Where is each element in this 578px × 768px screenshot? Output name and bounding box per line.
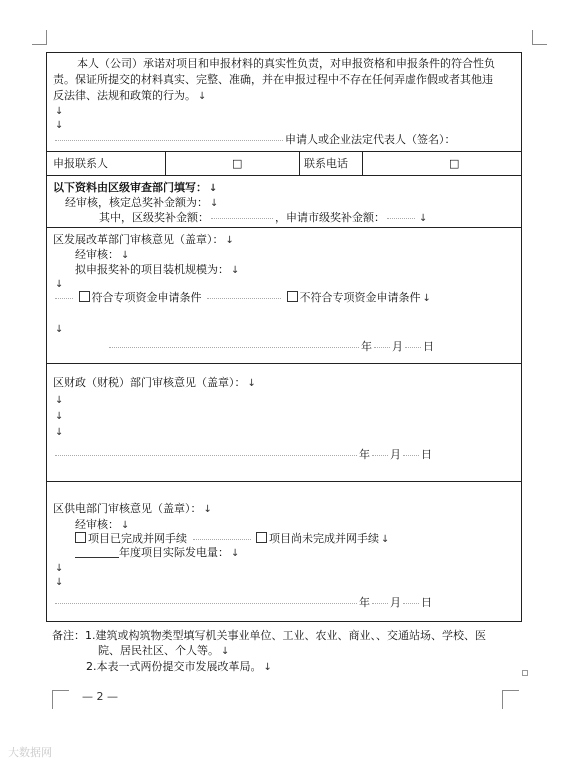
paragraph-mark: ↓ [55, 411, 64, 422]
dev-reform-verified: 经审核： ↓ [75, 248, 130, 261]
finance-heading: 区财政（财税）部门审核意见（盖章）： ↓ [53, 376, 256, 389]
capacity-line: 拟申报奖补的项目装机规模为： ↓ [75, 263, 240, 276]
phone-label: 联系电话 [304, 157, 348, 170]
not-meets-label: 不符合专项资金申请条件 [299, 291, 421, 304]
paragraph-mark: ↓ [55, 120, 64, 131]
paragraph-mark: ↓ [55, 563, 64, 574]
power-verified: 经审核： ↓ [75, 518, 130, 531]
finance-date: 年 月 日 [53, 448, 432, 462]
verify-total-line: 经审核，核定总奖补金额为： ↓ [65, 196, 219, 209]
phone-cell [299, 152, 523, 175]
grid-done-label: 项目已完成并网手续 [88, 532, 187, 545]
contact-person-label: 申报联系人 [53, 157, 108, 170]
crop-mark-top-left [32, 30, 47, 45]
watermark: 大数据网 [8, 746, 52, 759]
paragraph-mark: ↓ [55, 106, 64, 117]
eligibility-options: 符合专项资金申请条件 不符合专项资金申请条件 ↓ [53, 291, 431, 306]
dev-reform-date: 年 月 日 [107, 340, 434, 354]
dev-reform-heading: 区发展改革部门审核意见（盖章）： ↓ [53, 233, 234, 246]
notes-section [52, 628, 532, 675]
note-line-1: 备注：1.建筑或构筑物类型填写机关事业单位、工业、农业、商业、、交通站场、学校、医 [52, 629, 486, 642]
paragraph-mark: ↓ [55, 427, 64, 438]
meets-label: 符合专项资金申请条件 [91, 291, 202, 304]
paragraph-mark: ↓ [55, 395, 64, 406]
declaration-line-2: 责。保证所提交的材料真实、完整、准确，并在申报过程中不存在任何弄虚作假或者其他违 [53, 73, 493, 86]
annual-output-line: 年度项目实际发电量： ↓ [75, 546, 239, 561]
declaration-line-1: 本人（公司）承诺对项目和申报材料的真实性负责，对申报资格和申报条件的符合性负 [77, 57, 495, 70]
paragraph-mark: ↓ [55, 577, 64, 588]
application-form-table [46, 52, 522, 622]
meets-checkbox[interactable] [79, 291, 90, 302]
of-which-line: 其中，区级奖补金额： ，申请市级奖补金额： ↓ [99, 211, 428, 224]
power-heading: 区供电部门审核意见（盖章）： ↓ [53, 502, 212, 515]
power-section [47, 481, 521, 621]
checkbox-icon: □ [449, 157, 460, 170]
district-review-heading: 以下资料由区级审查部门填写： ↓ [53, 181, 218, 194]
power-date: 年 月 日 [53, 596, 432, 610]
checkbox-icon: □ [232, 157, 243, 170]
grid-not-done-label: 项目尚未完成并网手续 [269, 532, 379, 545]
crop-mark-top-right [532, 30, 547, 45]
dev-reform-section [47, 227, 521, 363]
finance-section [47, 363, 521, 481]
signature-line: 申请人或企业法定代表人（签名）： [53, 133, 456, 147]
note-line-2: 院、居民社区、个人等。 ↓ [98, 644, 230, 657]
declaration-section [47, 53, 521, 151]
crop-mark-bottom-left [52, 690, 69, 709]
grid-options: 项目已完成并网手续 项目尚未完成并网手续 ↓ [75, 532, 389, 547]
not-meets-checkbox[interactable] [287, 291, 298, 302]
year-blank[interactable] [75, 557, 119, 558]
paragraph-mark: ↓ [55, 324, 64, 335]
district-review-section [47, 175, 521, 227]
declaration-line-3: 反法律、法规和政策的行为。 ↓ [53, 89, 207, 102]
phone-value-cell[interactable] [362, 152, 524, 175]
contact-person-cell[interactable] [165, 152, 299, 175]
page-number: — 2 — [82, 690, 118, 703]
paragraph-mark: ↓ [55, 279, 64, 290]
grid-done-checkbox[interactable] [75, 532, 86, 543]
end-mark [522, 670, 528, 676]
contact-row [47, 151, 521, 175]
note-line-3: 2.本表一式两份提交市发展改革局。 ↓ [86, 660, 272, 673]
grid-not-done-checkbox[interactable] [256, 532, 267, 543]
crop-mark-bottom-right [502, 690, 519, 709]
